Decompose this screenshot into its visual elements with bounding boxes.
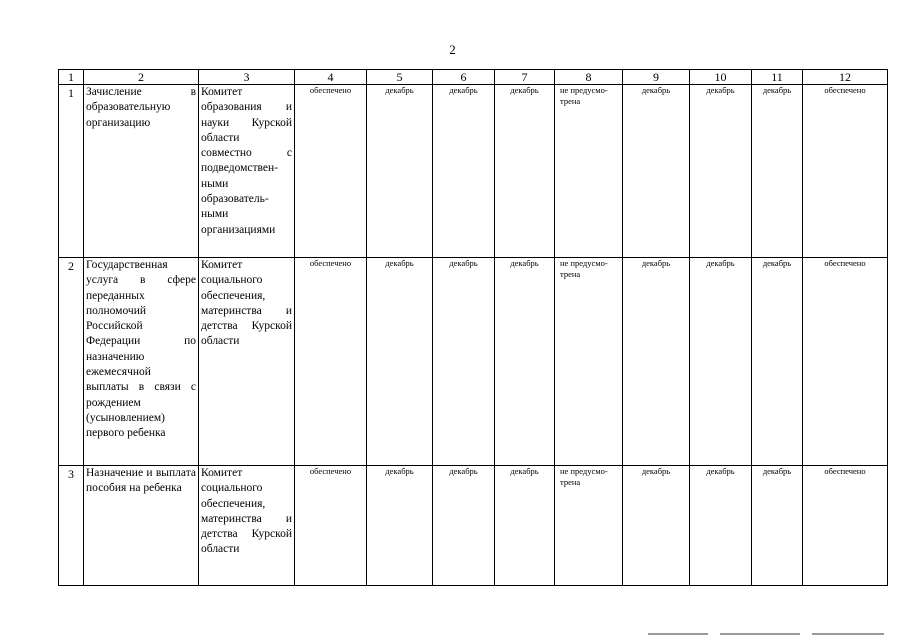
column-header: 3 — [199, 70, 295, 85]
column-header: 4 — [295, 70, 367, 85]
scan-artifact — [648, 633, 708, 635]
cell-col10: декабрь — [690, 258, 752, 466]
cell-col8: не предусмо-трена — [555, 258, 623, 466]
row-number: 3 — [59, 466, 84, 586]
page-number: 2 — [449, 42, 456, 57]
service-name: Назначение и выплата пособия на ребенка — [84, 466, 199, 586]
table-row — [59, 466, 888, 586]
column-header: 11 — [752, 70, 803, 85]
cell-col12: обеспечено — [803, 85, 888, 258]
row-number: 2 — [59, 258, 84, 466]
cell-col9: декабрь — [623, 85, 690, 258]
cell-col10: декабрь — [690, 85, 752, 258]
cell-col7: декабрь — [495, 466, 555, 586]
cell-col7: декабрь — [495, 258, 555, 466]
column-header: 8 — [555, 70, 623, 85]
cell-col4: обеспечено — [295, 466, 367, 586]
cell-col8: не предусмо-трена — [555, 466, 623, 586]
cell-col7: декабрь — [495, 85, 555, 258]
service-name: Государственная услуга в сфере переданных полномочий Российской Федерации по назначению ежемесячной выплаты в связи с рождением (усыновлением) первого ребенка — [84, 258, 199, 466]
cell-col8: не предусмо-трена — [555, 85, 623, 258]
table-row — [59, 258, 888, 466]
cell-col12: обеспечено — [803, 466, 888, 586]
column-header: 2 — [84, 70, 199, 85]
service-name: Зачисление в образовательную организацию — [84, 85, 199, 258]
cell-col11: декабрь — [752, 466, 803, 586]
responsible-body: Комитет социального обеспечения, материнства и детства Курской области — [199, 466, 295, 586]
cell-col12: обеспечено — [803, 258, 888, 466]
scan-artifact — [720, 633, 800, 635]
cell-col4: обеспечено — [295, 85, 367, 258]
column-header: 6 — [433, 70, 495, 85]
column-header: 9 — [623, 70, 690, 85]
services-table — [58, 69, 888, 586]
responsible-body: Комитет образования и науки Курской области совместно с подведомствен-ными образователь-ными организациями — [199, 85, 295, 258]
responsible-body: Комитет социального обеспечения, материнства и детства Курской области — [199, 258, 295, 466]
cell-col5: декабрь — [367, 85, 433, 258]
table-row — [59, 85, 888, 258]
column-header: 12 — [803, 70, 888, 85]
cell-col4: обеспечено — [295, 258, 367, 466]
cell-col6: декабрь — [433, 85, 495, 258]
column-header: 10 — [690, 70, 752, 85]
cell-col5: декабрь — [367, 258, 433, 466]
cell-col9: декабрь — [623, 466, 690, 586]
cell-col6: декабрь — [433, 258, 495, 466]
cell-col5: декабрь — [367, 466, 433, 586]
column-header: 1 — [59, 70, 84, 85]
cell-col10: декабрь — [690, 466, 752, 586]
cell-col11: декабрь — [752, 258, 803, 466]
cell-col9: декабрь — [623, 258, 690, 466]
row-number: 1 — [59, 85, 84, 258]
column-header: 5 — [367, 70, 433, 85]
column-header: 7 — [495, 70, 555, 85]
header-row — [59, 70, 888, 85]
cell-col6: декабрь — [433, 466, 495, 586]
scan-artifact — [812, 633, 884, 635]
cell-col11: декабрь — [752, 85, 803, 258]
